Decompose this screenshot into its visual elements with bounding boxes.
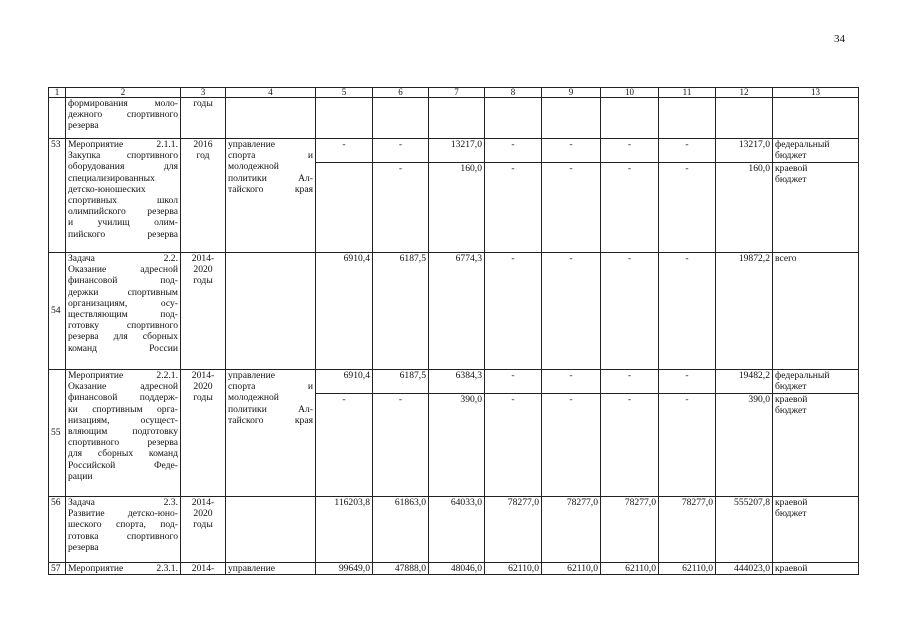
- item-name: Мероприятие 2.3.1.: [66, 563, 181, 575]
- header-cell: 6: [373, 88, 429, 98]
- value-cell: -: [659, 139, 716, 163]
- value-cell: 78277,0: [601, 497, 659, 563]
- value-cell: [659, 98, 716, 139]
- header-cell: 11: [659, 88, 716, 98]
- value-cell: [429, 98, 485, 139]
- value-cell: 47888,0: [373, 563, 429, 575]
- value-cell: 62110,0: [485, 563, 542, 575]
- header-cell: 8: [485, 88, 542, 98]
- value-cell: 160,0: [716, 163, 773, 253]
- value-cell: [316, 163, 373, 253]
- value-cell: [316, 98, 373, 139]
- table-row-57: [49, 563, 859, 575]
- value-cell: -: [485, 163, 542, 253]
- source-cell: краевой бюджет: [773, 394, 859, 497]
- value-cell: -: [601, 394, 659, 497]
- budget-table: [48, 87, 859, 575]
- header-cell: 12: [716, 88, 773, 98]
- value-cell: -: [316, 394, 373, 497]
- table-row-56: [49, 497, 859, 563]
- value-cell: -: [542, 139, 601, 163]
- value-cell: 444023,0: [716, 563, 773, 575]
- value-cell: [373, 98, 429, 139]
- value-cell: -: [373, 394, 429, 497]
- header-cell: 9: [542, 88, 601, 98]
- source-cell: федеральный бюджет: [773, 370, 859, 394]
- header-cell: 10: [601, 88, 659, 98]
- value-cell: [601, 98, 659, 139]
- value-cell: -: [601, 139, 659, 163]
- value-cell: 160,0: [429, 163, 485, 253]
- value-cell: -: [601, 163, 659, 253]
- value-cell: -: [601, 370, 659, 394]
- item-period: 2014-: [181, 563, 226, 575]
- item-name: Мероприятие 2.2.1. Оказание адресной финансовой поддерж- ки спортивным орга- низациям, осущест- вляющим подготовку спортивного резерва для сборных команд Российской Феде- рации: [66, 370, 181, 497]
- item-executor: [226, 497, 316, 563]
- header-cell: 4: [226, 88, 316, 98]
- value-cell: [716, 98, 773, 139]
- value-cell: 6910,4: [316, 253, 373, 370]
- value-cell: 64033,0: [429, 497, 485, 563]
- value-cell: 62110,0: [659, 563, 716, 575]
- value-cell: 19482,2: [716, 370, 773, 394]
- row-number: 53: [49, 139, 66, 253]
- value-cell: -: [659, 394, 716, 497]
- header-cell: 2: [66, 88, 181, 98]
- value-cell: 6774,3: [429, 253, 485, 370]
- row-number: 56: [49, 497, 66, 563]
- value-cell: -: [485, 394, 542, 497]
- source-cell: [773, 98, 859, 139]
- source-cell: краевой бюджет: [773, 497, 859, 563]
- item-period: годы: [181, 98, 226, 139]
- value-cell: 13217,0: [716, 139, 773, 163]
- item-executor: [226, 253, 316, 370]
- item-period: 2014- 2020 годы: [181, 370, 226, 497]
- value-cell: 78277,0: [659, 497, 716, 563]
- source-cell: краевой бюджет: [773, 163, 859, 253]
- value-cell: -: [373, 163, 429, 253]
- header-cell: 5: [316, 88, 373, 98]
- item-executor: управление: [226, 563, 316, 575]
- value-cell: -: [485, 139, 542, 163]
- item-executor: управление спорта и молодежной политики Ал- тайского края: [226, 139, 316, 253]
- value-cell: 19872,2: [716, 253, 773, 370]
- value-cell: -: [542, 253, 601, 370]
- table-row-continuation: [49, 98, 859, 139]
- page-number: 34: [834, 33, 845, 45]
- value-cell: 555207,8: [716, 497, 773, 563]
- value-cell: 62110,0: [601, 563, 659, 575]
- row-number: 54: [49, 253, 66, 370]
- header-cell: 3: [181, 88, 226, 98]
- item-period: 2014- 2020 годы: [181, 253, 226, 370]
- header-cell: 13: [773, 88, 859, 98]
- value-cell: 99649,0: [316, 563, 373, 575]
- row-number: [49, 98, 66, 139]
- item-executor: [226, 98, 316, 139]
- value-cell: [485, 98, 542, 139]
- value-cell: 390,0: [716, 394, 773, 497]
- source-cell: краевой: [773, 563, 859, 575]
- header-cell: 1: [49, 88, 66, 98]
- value-cell: 78277,0: [485, 497, 542, 563]
- value-cell: 6187,5: [373, 370, 429, 394]
- value-cell: -: [601, 253, 659, 370]
- value-cell: -: [485, 253, 542, 370]
- value-cell: 62110,0: [542, 563, 601, 575]
- table-row-54: [49, 253, 859, 370]
- value-cell: 78277,0: [542, 497, 601, 563]
- value-cell: 13217,0: [429, 139, 485, 163]
- item-period: 2016 год: [181, 139, 226, 253]
- value-cell: -: [659, 253, 716, 370]
- column-number-row: [49, 88, 859, 98]
- value-cell: -: [542, 163, 601, 253]
- item-executor: управление спорта и молодежной политики Ал- тайского края: [226, 370, 316, 497]
- source-cell: федеральный бюджет: [773, 139, 859, 163]
- value-cell: 48046,0: [429, 563, 485, 575]
- source-cell: всего: [773, 253, 859, 370]
- value-cell: 6910,4: [316, 370, 373, 394]
- header-cell: 7: [429, 88, 485, 98]
- value-cell: 116203,8: [316, 497, 373, 563]
- item-name: Задача 2.2. Оказание адресной финансовой под- держки спортивным организациям, осу- ществляющим под- готовку спортивного резерва для сборных команд России: [66, 253, 181, 370]
- value-cell: 61863,0: [373, 497, 429, 563]
- value-cell: -: [659, 370, 716, 394]
- value-cell: -: [659, 163, 716, 253]
- item-name: Задача 2.3. Развитие детско-юно- шеского спорта, под- готовка спортивного резерва: [66, 497, 181, 563]
- table-row-53: [49, 139, 859, 163]
- item-name: формирования моло- дежного спортивного резерва: [66, 98, 181, 139]
- value-cell: -: [542, 370, 601, 394]
- table-row-55: [49, 370, 859, 394]
- item-name: Мероприятие 2.1.1. Закупка спортивного оборудования для специализированных детско-юношеских спортивных школ олимпийского резерва и училищ олим- пийского резерва: [66, 139, 181, 253]
- value-cell: 6187,5: [373, 253, 429, 370]
- row-number: 57: [49, 563, 66, 575]
- value-cell: [542, 98, 601, 139]
- item-period: 2014- 2020 годы: [181, 497, 226, 563]
- value-cell: -: [316, 139, 373, 163]
- value-cell: -: [373, 139, 429, 163]
- value-cell: -: [542, 394, 601, 497]
- value-cell: 390,0: [429, 394, 485, 497]
- value-cell: 6384,3: [429, 370, 485, 394]
- row-number: 55: [49, 370, 66, 497]
- value-cell: -: [485, 370, 542, 394]
